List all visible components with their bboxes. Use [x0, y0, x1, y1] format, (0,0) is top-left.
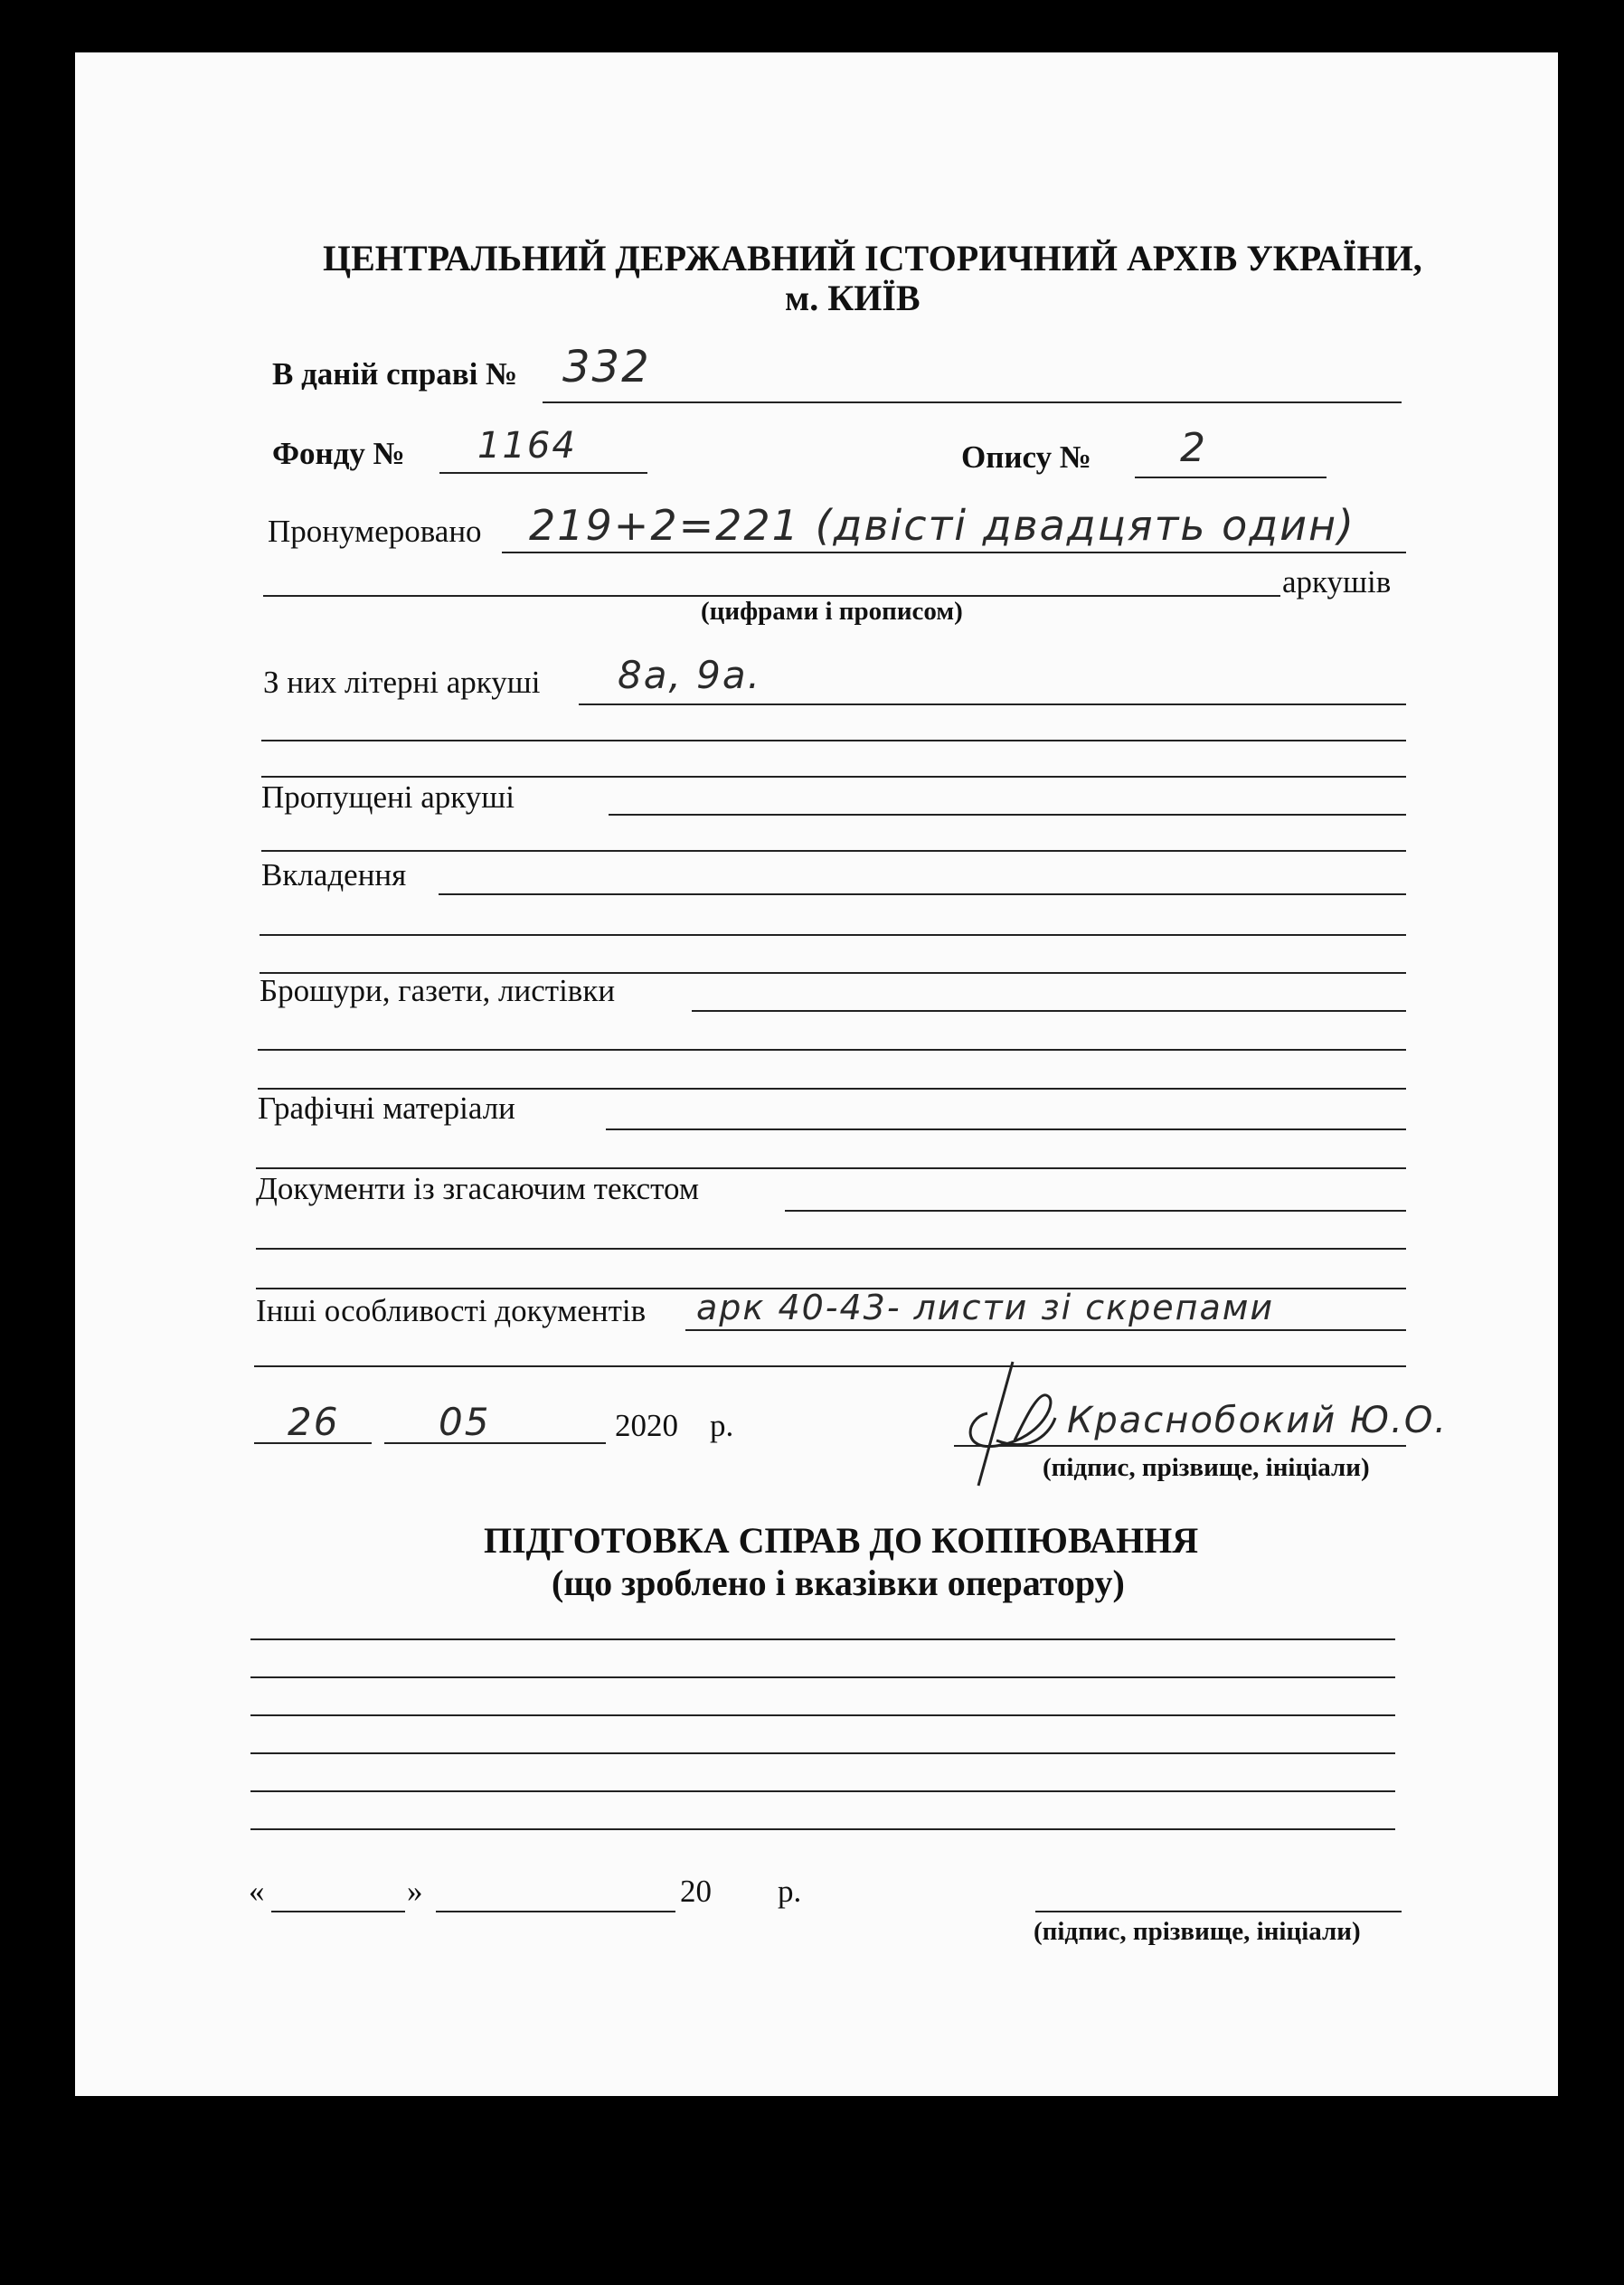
graphics-line-2	[256, 1167, 1406, 1169]
year-suffix-2: р.	[778, 1874, 802, 1909]
date-year-suffix: р.	[710, 1408, 734, 1443]
numbered-line-1	[502, 552, 1406, 553]
other-features-label: Інші особливості документів	[256, 1293, 647, 1328]
city-name: м. КИЇВ	[785, 278, 921, 318]
day-line-2	[271, 1911, 405, 1912]
letter-sheets-line	[579, 703, 1406, 705]
year-prefix-2: 20	[680, 1874, 712, 1909]
case-number-value: 332	[562, 342, 651, 392]
fond-line	[439, 472, 647, 474]
close-quote: »	[407, 1874, 423, 1909]
brochures-label: Брошури, газети, листівки	[260, 973, 616, 1008]
numbered-value: 219+2=221 (двісті двадцять один)	[529, 501, 1355, 550]
missing-sheets-line	[609, 814, 1406, 816]
letter-sheets-value: 8а, 9а.	[618, 653, 761, 697]
open-quote: «	[249, 1874, 265, 1909]
opys-line	[1135, 477, 1327, 478]
sheets-suffix: аркушів	[1282, 564, 1392, 600]
missing-sheets-line-2	[261, 850, 1406, 852]
fond-value: 1164	[477, 425, 577, 467]
signature-line-2	[1035, 1911, 1402, 1912]
date-month-line	[384, 1442, 606, 1444]
attachments-label: Вкладення	[261, 857, 407, 892]
date-year: 2020	[615, 1408, 678, 1443]
fading-text-line-2	[256, 1248, 1406, 1250]
prep-line-1	[250, 1638, 1395, 1640]
graphics-label: Графічні матеріали	[258, 1091, 515, 1126]
other-features-line	[685, 1329, 1406, 1331]
case-number-label: В даній справі №	[272, 356, 518, 392]
fond-label: Фонду №	[272, 436, 405, 471]
numbered-label: Пронумеровано	[268, 514, 482, 549]
brochures-line-2	[258, 1049, 1406, 1051]
fading-text-label: Документи із згасаючим текстом	[256, 1171, 699, 1206]
prep-line-3	[250, 1714, 1395, 1716]
brochures-line	[692, 1010, 1406, 1012]
date-month: 05	[439, 1400, 491, 1444]
other-features-value: арк 40-43- листи зі скрепами	[696, 1288, 1275, 1327]
letter-sheets-label: З них літерні аркуші	[263, 665, 541, 700]
signer-name: Краснобокий Ю.О.	[1067, 1400, 1449, 1441]
letter-sheets-line-2	[261, 740, 1406, 741]
graphics-line	[606, 1128, 1406, 1130]
attachments-line-2	[260, 934, 1406, 936]
prep-line-6	[250, 1828, 1395, 1830]
fading-text-line	[785, 1210, 1406, 1212]
signature-caption-1: (підпис, прізвище, ініціали)	[1043, 1453, 1370, 1482]
attachments-line	[439, 893, 1406, 895]
opys-value: 2	[1180, 425, 1207, 471]
other-features-line-2	[254, 1365, 1406, 1367]
missing-sheets-label: Пропущені аркуші	[261, 779, 515, 815]
brochures-line-3	[258, 1088, 1406, 1090]
month-line-2	[436, 1911, 675, 1912]
archive-name: ЦЕНТРАЛЬНИЙ ДЕРЖАВНИЙ ІСТОРИЧНИЙ АРХІВ УКРАЇНИ,	[323, 238, 1422, 279]
prep-subtitle: (що зроблено і вказівки оператору)	[552, 1563, 1125, 1603]
prep-title: ПІДГОТОВКА СПРАВ ДО КОПІЮВАННЯ	[484, 1520, 1199, 1561]
prep-line-4	[250, 1752, 1395, 1754]
opys-label: Опису №	[961, 439, 1092, 475]
numbered-caption: (цифрами і прописом)	[701, 597, 963, 626]
case-number-line	[543, 401, 1402, 403]
signature-caption-2: (підпис, прізвище, ініціали)	[1034, 1917, 1361, 1946]
prep-line-2	[250, 1676, 1395, 1678]
date-day: 26	[288, 1400, 340, 1444]
letter-sheets-line-3	[261, 776, 1406, 778]
prep-line-5	[250, 1790, 1395, 1792]
